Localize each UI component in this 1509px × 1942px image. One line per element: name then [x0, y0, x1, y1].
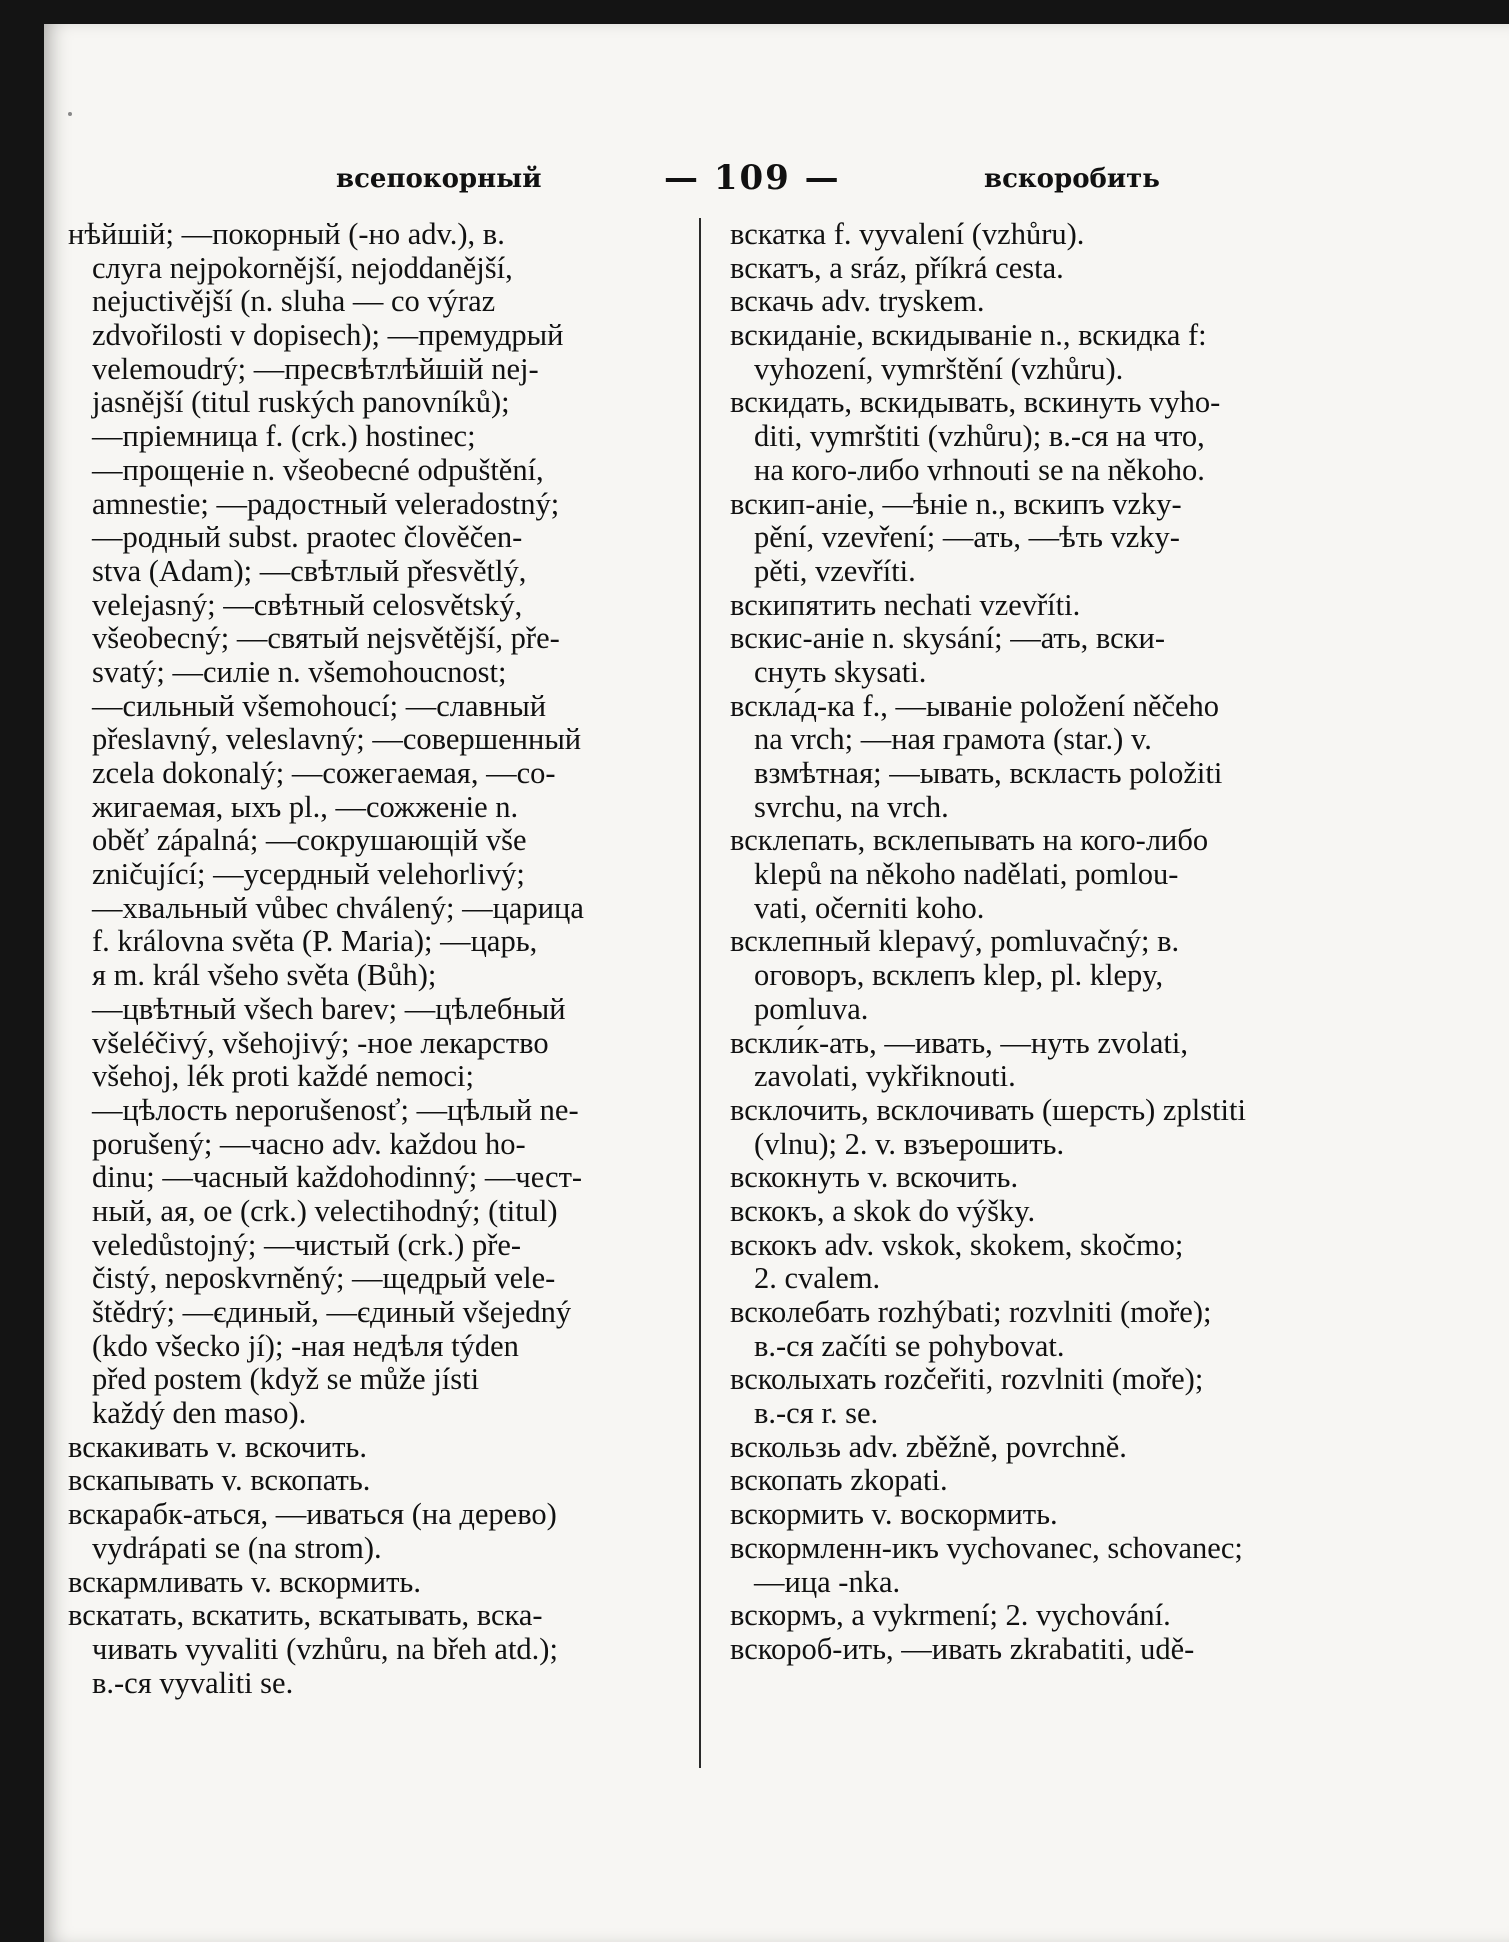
text-line: —пріемница f. (crk.) hostinec;	[92, 419, 476, 454]
text-line: вскопать zkopati.	[730, 1463, 948, 1498]
text-line: (kdo všecko jí); -ная недѣля týden	[92, 1328, 519, 1363]
text-line: f. královna světa (P. Maria); —царь,	[92, 924, 538, 959]
text-line: вскипятить nechati vzevříti.	[730, 587, 1081, 622]
text-line: вскользь adv. zběžně, povrchně.	[730, 1429, 1127, 1464]
text-line: вскокъ adv. vskok, skokem, skočmo;	[730, 1227, 1184, 1262]
text-line: dinu; —часный každohodinný; —чест-	[92, 1160, 583, 1195]
text-line: zdvořilosti v dopisech); —премудрый	[92, 318, 564, 353]
scan-speck	[68, 112, 72, 116]
text-line: вскип-аніе, —ѣніе n., вскипъ vzky-	[730, 486, 1182, 521]
text-line: pomluva.	[754, 991, 869, 1026]
text-line: všehoj, lék proti každé nemoci;	[92, 1059, 474, 1094]
header-right-headword: вскоробить	[984, 164, 1160, 194]
text-line: čistý, neposkvrněný; —щедрый vele-	[92, 1261, 556, 1296]
text-line: на кого-либо vrhnouti se na někoho.	[754, 452, 1205, 487]
text-line: всколыхать rozčeřiti, rozvlniti (moře);	[730, 1362, 1204, 1397]
text-line: —родный subst. praotec člověčen-	[92, 520, 523, 555]
text-line: přeslavný, veleslavný; —совершенный	[92, 722, 582, 757]
text-line: всклепный klepavý, pomluvačný; в.	[730, 924, 1180, 959]
text-line: взмѣтная; —ывать, вскласть položiti	[754, 756, 1223, 790]
right-column	[730, 218, 1342, 1667]
text-line: в.-ся r. se.	[754, 1396, 879, 1431]
text-line: оговоръ, всклепъ klep, pl. klepy,	[754, 958, 1164, 993]
text-line: —цѣлость neporušenosť; —цѣлый ne-	[92, 1092, 579, 1127]
text-line: вскакивать v. вскочить.	[68, 1429, 367, 1464]
text-line: я m. král všeho světa (Bůh);	[92, 958, 437, 993]
text-line: вскармливать v. вскормить.	[68, 1564, 421, 1599]
text-line: —ица -nka.	[754, 1564, 901, 1599]
text-line: všeobecný; —святый nejsvětější, pře-	[92, 621, 560, 656]
text-line: ный, ая, ое (crk.) velectihodný; (titul)	[92, 1193, 558, 1228]
text-line: всколебать rozhýbati; rozvlniti (moře);	[730, 1295, 1212, 1329]
text-line: слуга nejpokornější, nejoddanější,	[92, 250, 513, 285]
text-line: vati, očerniti koho.	[754, 890, 985, 925]
text-line: jasnější (titul ruských panovníků);	[92, 385, 510, 420]
text-line: všeléčivý, všehojivý; -ное лекарство	[92, 1025, 549, 1060]
page-number: — 109 —	[664, 158, 841, 198]
text-line: pění, vzevření; —ать, —ѣть vzky-	[754, 520, 1180, 555]
text-line: zavolati, vykřiknouti.	[754, 1059, 1016, 1094]
text-line: вскидать, вскидывать, вскинуть vyho-	[730, 385, 1221, 420]
text-line: вскокнуть v. вскочить.	[730, 1160, 1019, 1195]
header-left-headword: всепокорный	[336, 164, 542, 194]
text-line: —цвѣтный všech barev; —цѣлебный	[92, 991, 566, 1026]
column-divider	[699, 218, 701, 1768]
text-line: zcela dokonalý; —сожегаемая, —со-	[92, 756, 556, 790]
text-line: вскли́к-ать, —ивать, —нуть zvolati,	[730, 1025, 1188, 1060]
text-line: вскормъ, а vykrmení; 2. vychování.	[730, 1598, 1171, 1633]
text-line: diti, vymrštiti (vzhůru); в.-ся на что,	[754, 419, 1205, 454]
text-line: вскатать, вскатить, вскатывать, вска-	[68, 1598, 543, 1633]
text-line: nejuctivější (n. sluha — co výraz	[92, 284, 496, 319]
text-line: klepů na někoho nadělati, pomlou-	[754, 857, 1179, 892]
text-line: —хвальный vůbec chválený; —царица	[92, 890, 584, 925]
text-line: жигаемая, ыхъ pl., —сожженіе n.	[92, 789, 519, 824]
text-line: před postem (když se může jísti	[92, 1362, 480, 1397]
text-line: velemoudrý; —пресвѣтлѣйшій nej-	[92, 351, 539, 386]
text-line: (vlnu); 2. v. взъерошить.	[754, 1126, 1065, 1161]
left-column	[68, 218, 680, 1700]
text-line: porušený; —часно adv. každou ho-	[92, 1126, 526, 1161]
text-line: вскатка f. vyvalení (vzhůru).	[730, 217, 1085, 251]
text-line: pěti, vzevříti.	[754, 553, 916, 588]
text-line: vydrápati se (na strom).	[92, 1530, 382, 1565]
text-line: всклепать, всклепывать на кого-либо	[730, 823, 1209, 858]
text-line: vyhození, vymrštění (vzhůru).	[754, 351, 1124, 386]
text-line: každý den maso).	[92, 1396, 307, 1431]
text-line: в.-ся začíti se pohybovat.	[754, 1328, 1065, 1363]
text-line: вскарабк-аться, —иваться (на дерево)	[68, 1497, 557, 1532]
text-line: zničující; —усердный velehorlivý;	[92, 857, 525, 892]
text-line: вскокъ, а skok do výšky.	[730, 1193, 1036, 1228]
text-line: вскис-аніе n. skysání; —ать, вски-	[730, 621, 1165, 656]
text-line: нѣйшій; —покорный (-но adv.), в.	[68, 217, 505, 251]
text-line: 2. cvalem.	[754, 1261, 881, 1296]
text-line: вскатъ, а sráz, příkrá cesta.	[730, 250, 1064, 285]
text-line: —сильный všemohoucí; —славный	[92, 688, 547, 723]
text-line: štědrý; —єдиный, —єдиный všejedný	[92, 1295, 572, 1329]
text-line: svatý; —силіе n. všemohoucnost;	[92, 654, 507, 689]
text-line: na vrch; —ная грамота (star.) v.	[754, 722, 1152, 757]
text-line: вскапывать v. вскопать.	[68, 1463, 371, 1498]
page-header	[44, 154, 1509, 204]
text-line: вскла́д-ка f., —ываніе položení něčeho	[730, 688, 1220, 723]
text-line: oběť zápalná; —сокрушающій vše	[92, 823, 527, 858]
text-line: снуть skysati.	[754, 654, 927, 689]
text-line: velejasný; —свѣтный celosvětský,	[92, 587, 523, 622]
text-line: вскороб-ить, —ивать zkrabatiti, udě-	[730, 1631, 1195, 1666]
text-line: —прощеніе n. všeobecné odpuštění,	[92, 452, 544, 487]
text-line: чивать vyvaliti (vzhůru, na břeh atd.);	[92, 1631, 558, 1666]
text-line: вскиданіе, вскидываніе n., вскидка f:	[730, 318, 1207, 353]
text-line: amnestie; —радостный veleradostný;	[92, 486, 560, 521]
text-line: вскормить v. воскормить.	[730, 1497, 1058, 1532]
text-line: в.-ся vyvaliti se.	[92, 1665, 294, 1700]
text-line: вскачь adv. tryskem.	[730, 284, 985, 319]
text-line: veledůstojný; —чистый (crk.) pře-	[92, 1227, 522, 1262]
text-line: всклочить, всклочивать (шерсть) zplstiti	[730, 1092, 1246, 1127]
text-line: вскормленн-икъ vychovanec, schovanec;	[730, 1530, 1243, 1565]
text-line: stva (Adam); —свѣтлый přesvětlý,	[92, 553, 527, 588]
text-line: svrchu, na vrch.	[754, 789, 949, 824]
